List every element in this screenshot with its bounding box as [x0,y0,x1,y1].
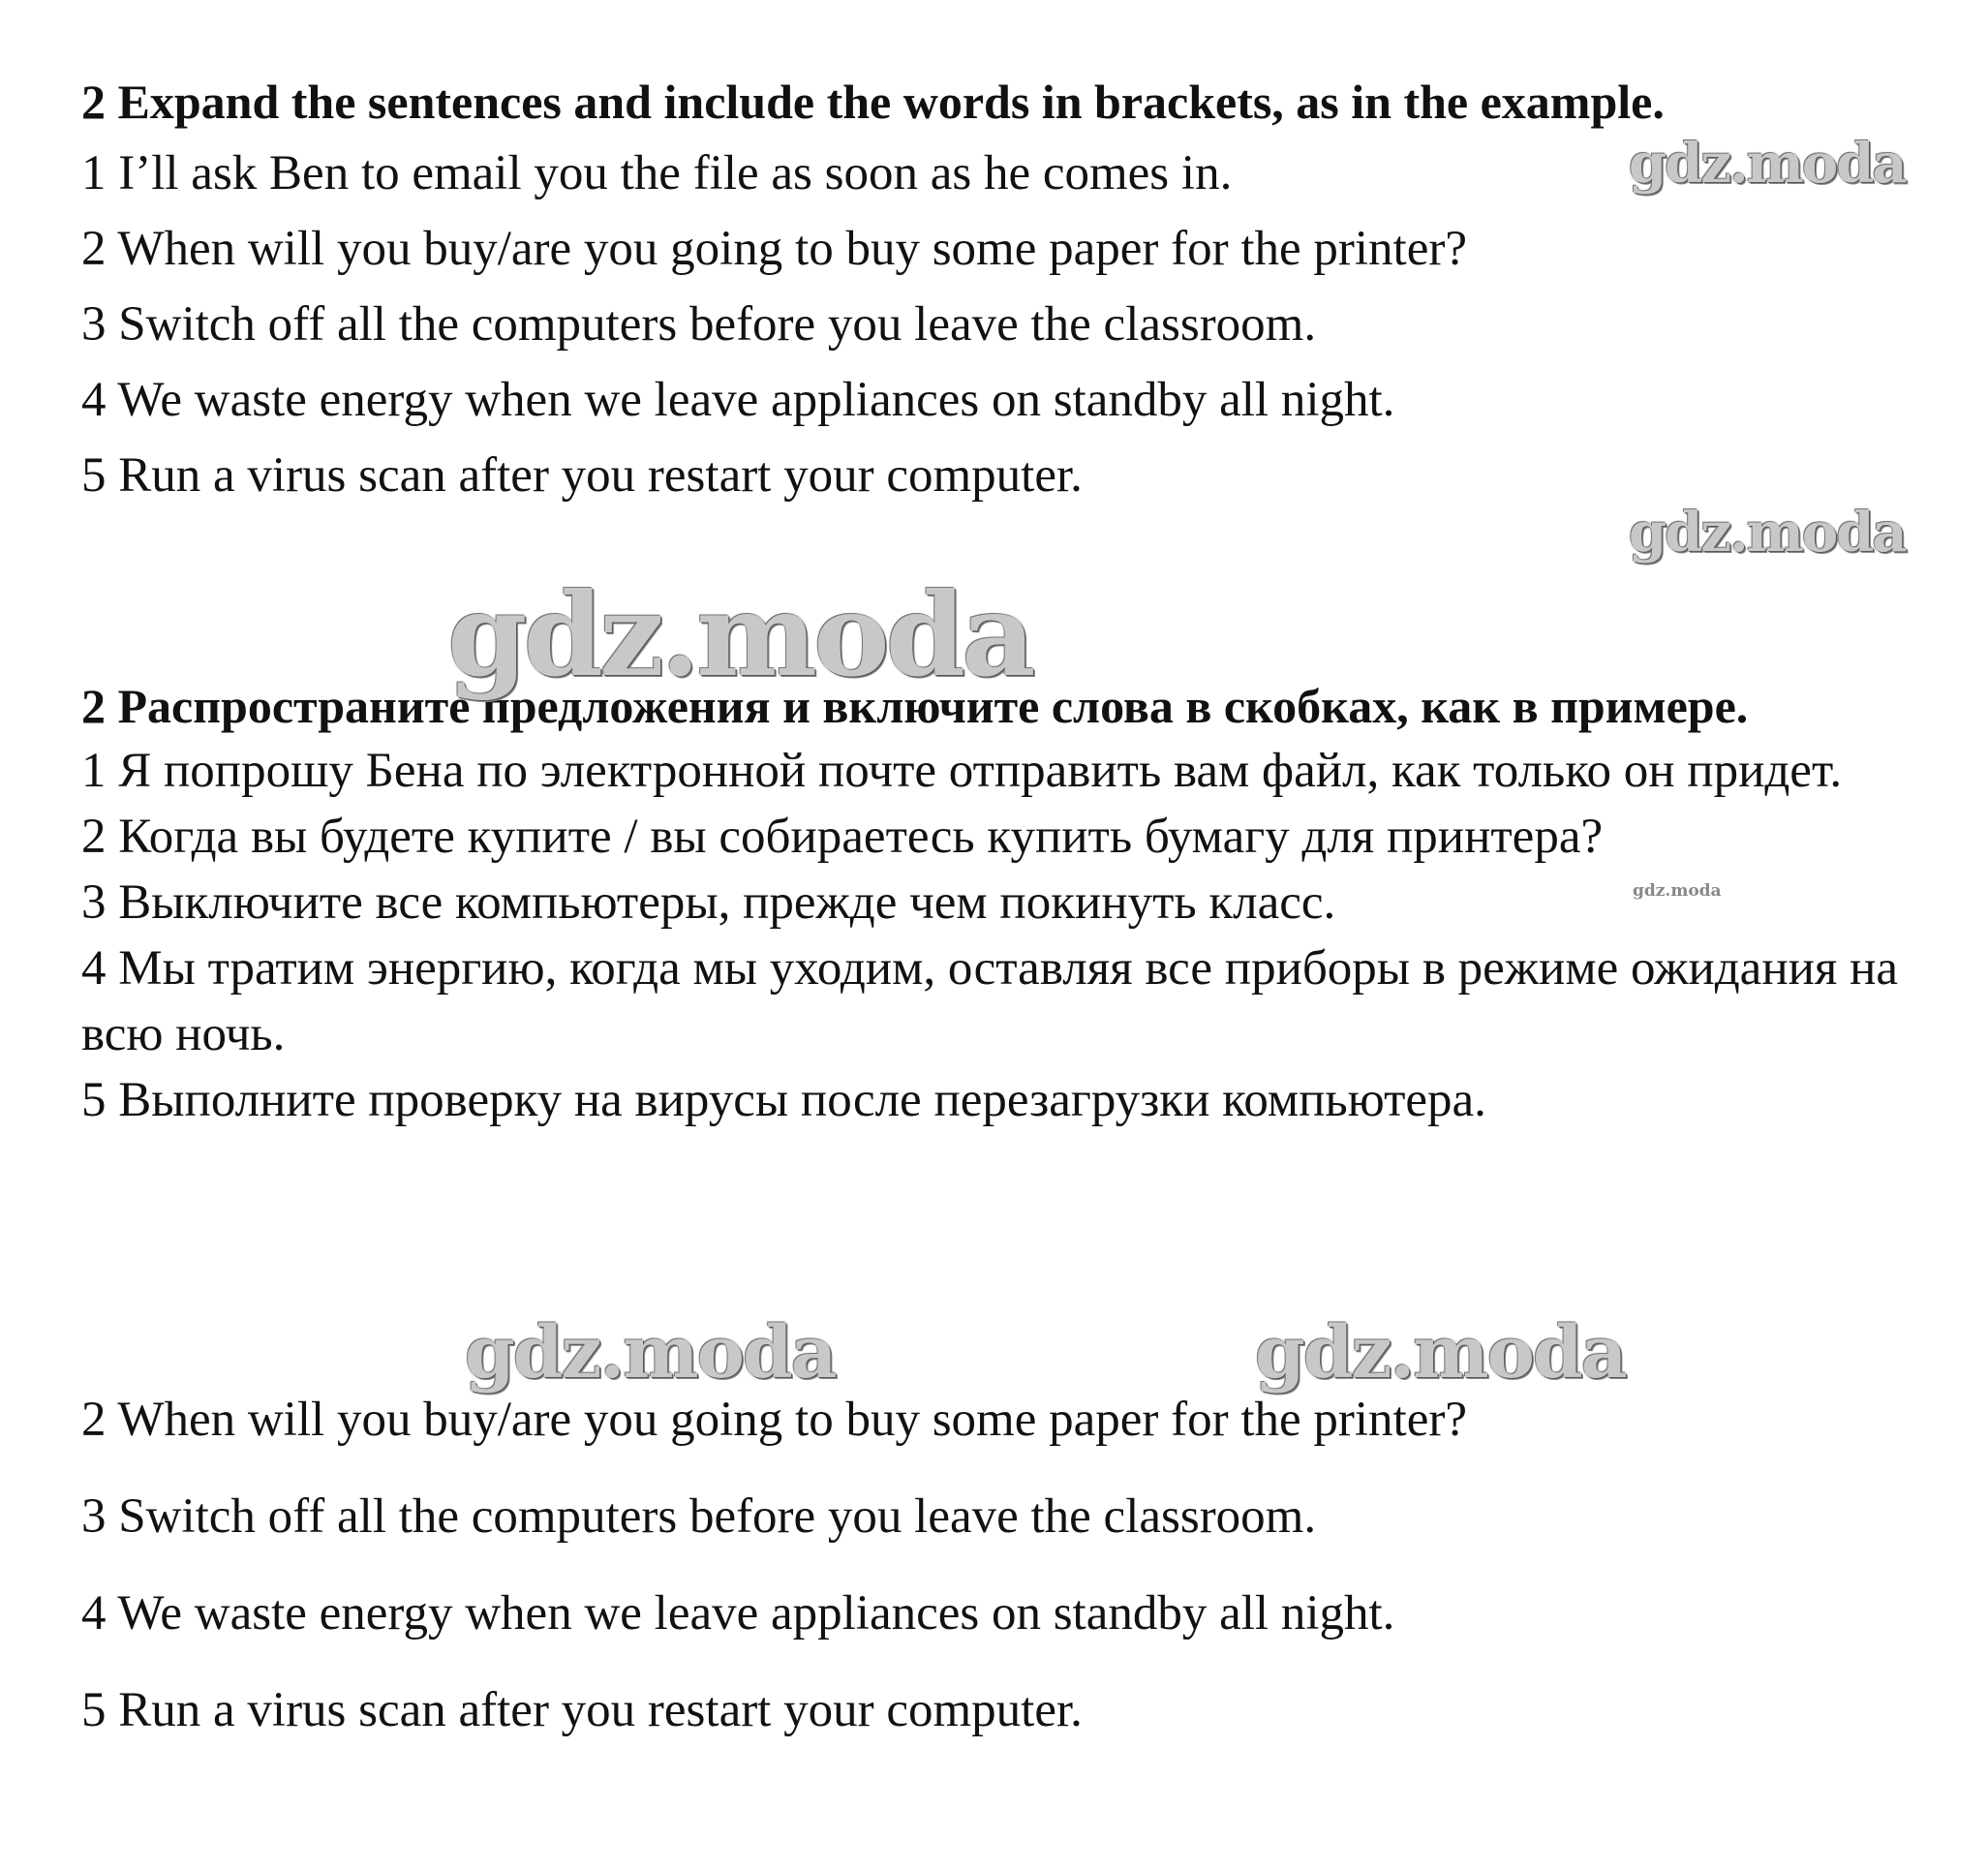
russian-heading: 2 Распространите предложения и включите слова в скобках, как в примере. [81,679,1749,733]
answers-section [81,1371,1950,1759]
russian-line-5: 5 Выполните проверку на вирусы после перезагрузки компьютера. [81,1073,1486,1127]
russian-line-1: 1 Я попрошу Бена по электронной почте отправить вам файл, как только он придет. [81,744,1843,798]
english-line-4: 4 We waste energy when we leave appliances on standby all night. [81,373,1395,427]
answer-line-5: 5 Run a virus scan after you restart your computer. [81,1683,1083,1737]
english-line-1: 1 I’ll ask Ben to email you the file as soon as he comes in. [81,146,1233,200]
russian-line-3: 3 Выключите все компьютеры, прежде чем покинуть класс. [81,875,1336,930]
watermark-logo: gdz.moda [465,1311,836,1395]
english-line-5: 5 Run a virus scan after you restart your computer. [81,448,1083,503]
answer-line-2: 2 When will you buy/are you going to buy some paper for the printer? [81,1393,1467,1447]
english-section [81,68,1950,513]
watermark-logo: gdz.moda [1629,501,1906,565]
watermark-logo: gdz.moda [1255,1311,1626,1395]
russian-line-4: 4 Мы тратим энергию, когда мы уходим, оставляя все приборы в режиме ожидания на всю ночь. [81,941,1899,1061]
watermark-logo: gdz.moda [447,567,1032,702]
watermark-logo: gdz.moda [1629,132,1906,196]
answer-line-3: 3 Switch off all the computers before you leave the classroom. [81,1489,1317,1544]
watermark-logo: gdz.moda [1633,881,1722,901]
answer-line-4: 4 We waste energy when we leave appliances on standby all night. [81,1586,1395,1641]
english-heading: 2 Expand the sentences and include the words in brackets, as in the example. [81,75,1665,129]
english-line-3: 3 Switch off all the computers before you leave the classroom. [81,297,1317,352]
russian-section [81,674,1941,1133]
english-line-2: 2 When will you buy/are you going to buy some paper for the printer? [81,222,1467,276]
russian-line-2: 2 Когда вы будете купите / вы собираетесь купить бумагу для принтера? [81,810,1604,864]
